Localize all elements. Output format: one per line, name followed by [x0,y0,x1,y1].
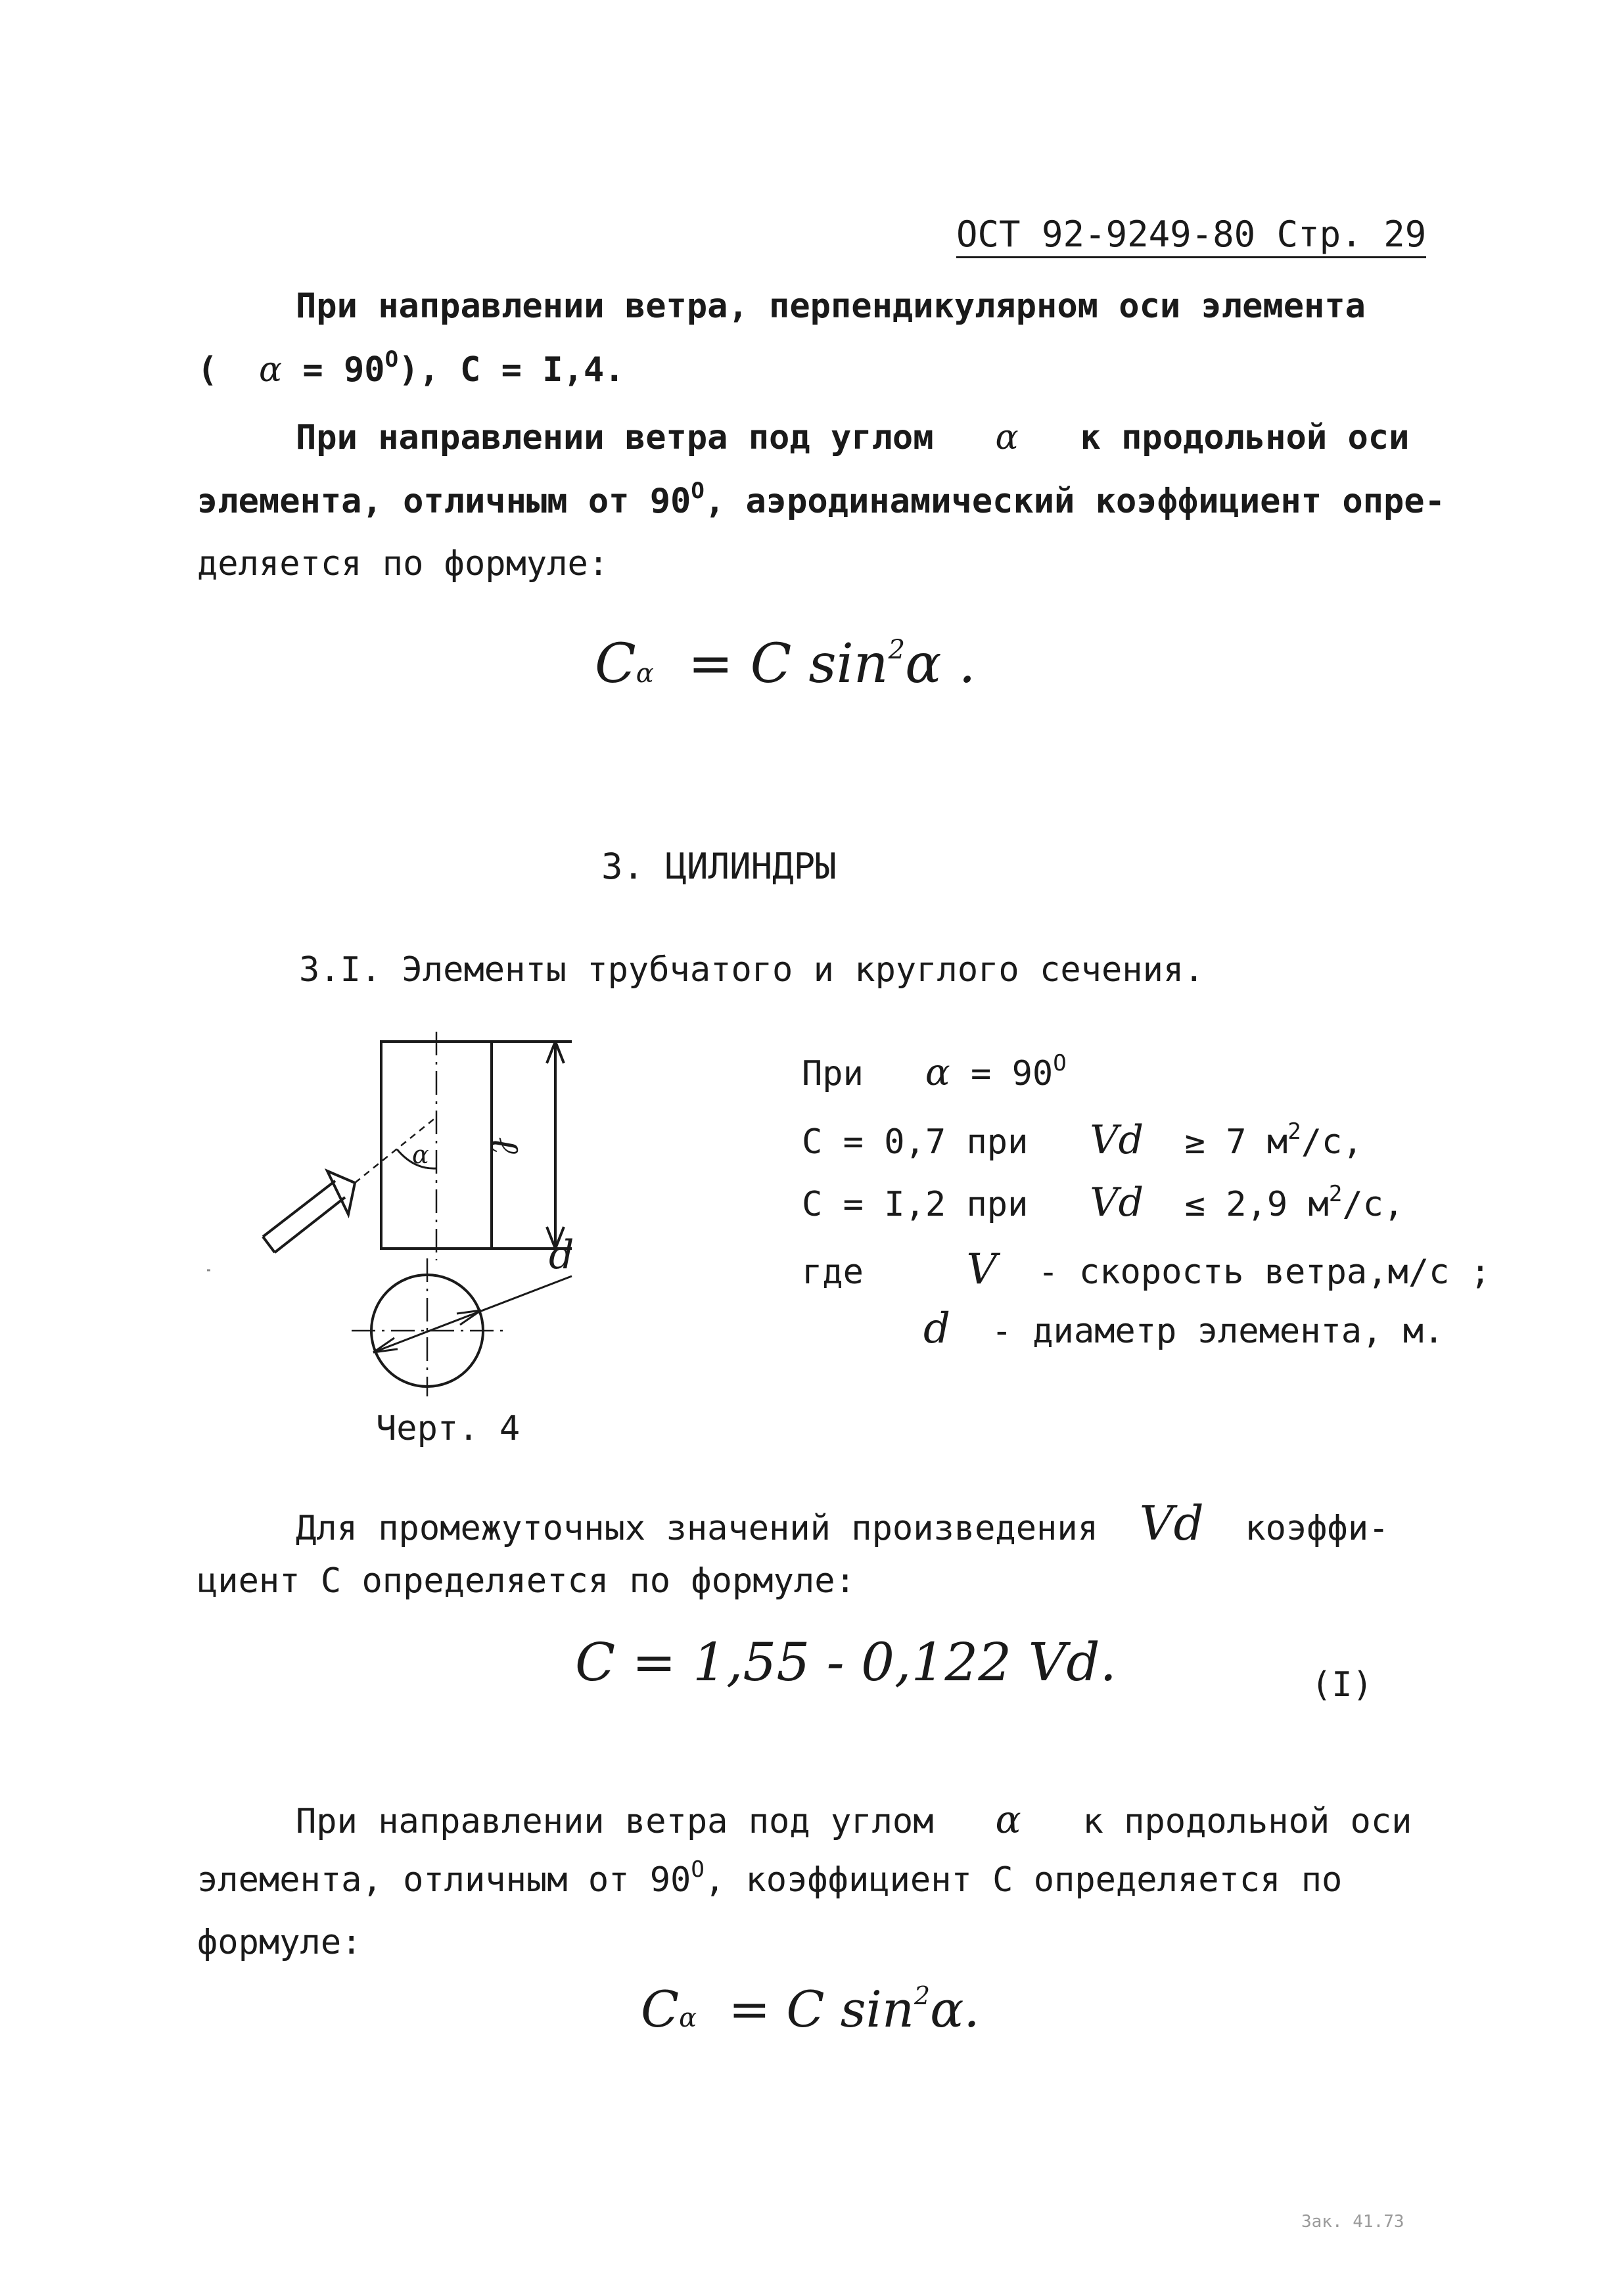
degree-mark: О [384,346,399,373]
paragraph-1-line-1: При направлении ветра, перпендикулярном оси элемента [296,287,1366,326]
wind-arrow [263,1171,355,1252]
formula-2: C = 1,55 - 0,122 Vd. [575,1632,1117,1693]
figure-caption: Черт. 4 [376,1409,521,1448]
diameter-label: d [549,1232,574,1278]
diameter-leader-line [373,1276,572,1352]
alpha-symbol: α [995,1797,1021,1842]
formula-1: Cα = C $\sin^2\alpha$ . [595,633,976,695]
paragraph-1-line-2: ( $\alpha = 90^О$), С = I,4. [197,346,625,390]
alpha-symbol: α [258,350,283,390]
angle-label: α [412,1140,429,1169]
paragraph-4-line-1: При направлении ветра под углом α к продольной оси [296,1797,1412,1842]
formula-2-number: (I) [1311,1665,1373,1705]
condition-line-2: С = 0,7 при Vd ≥ 7 $м^2/с$, [802,1117,1363,1163]
length-label: ℓ [480,1137,529,1154]
section-title: 3. ЦИЛИНДРЫ [601,846,837,887]
paragraph-3-line-1: Для промежуточных значений произведения Vd коэффи- [296,1496,1389,1551]
alpha-symbol: α [995,418,1019,457]
alpha-symbol: α [925,1051,950,1094]
footer-mark: Зак. 41.73 [1301,2212,1404,2232]
degree-mark: О [691,477,705,504]
condition-line-5: d - диаметр элемента, м. [923,1304,1445,1353]
formula-3: Cα = C $\sin^2\alpha$. [641,1980,980,2038]
condition-line-4: где V - скорость ветра,м/с ; [802,1245,1491,1294]
degree-mark: О [691,1856,705,1883]
paragraph-2-line-3: деляется по формуле: [197,544,609,584]
document-header-code: ОСТ 92-9249-80 Стр. 29 [956,217,1426,258]
subsection-title: 3.I. Элементы трубчатого и круглого сечения. [299,950,1205,990]
degree-mark: О [1053,1049,1067,1076]
condition-line-1: При $\alpha = 90^О$ [802,1049,1067,1094]
condition-line-3: С = I,2 при Vd ≤ 2,9 $м^2/с$, [802,1180,1404,1226]
paragraph-4-line-2: элемента, отличным от $90^О$, коэффициент С определяется по [197,1856,1343,1900]
paragraph-2-line-1: При направлении ветра под углом α к продольной оси [296,418,1410,457]
paragraph-4-line-3: формуле: [197,1923,362,1962]
paragraph-2-line-2: элемента, отличным от $90^О$, аэродинамический коэффициент опре- [197,477,1445,521]
paragraph-3-line-2: циент С определяется по формуле: [197,1561,856,1601]
